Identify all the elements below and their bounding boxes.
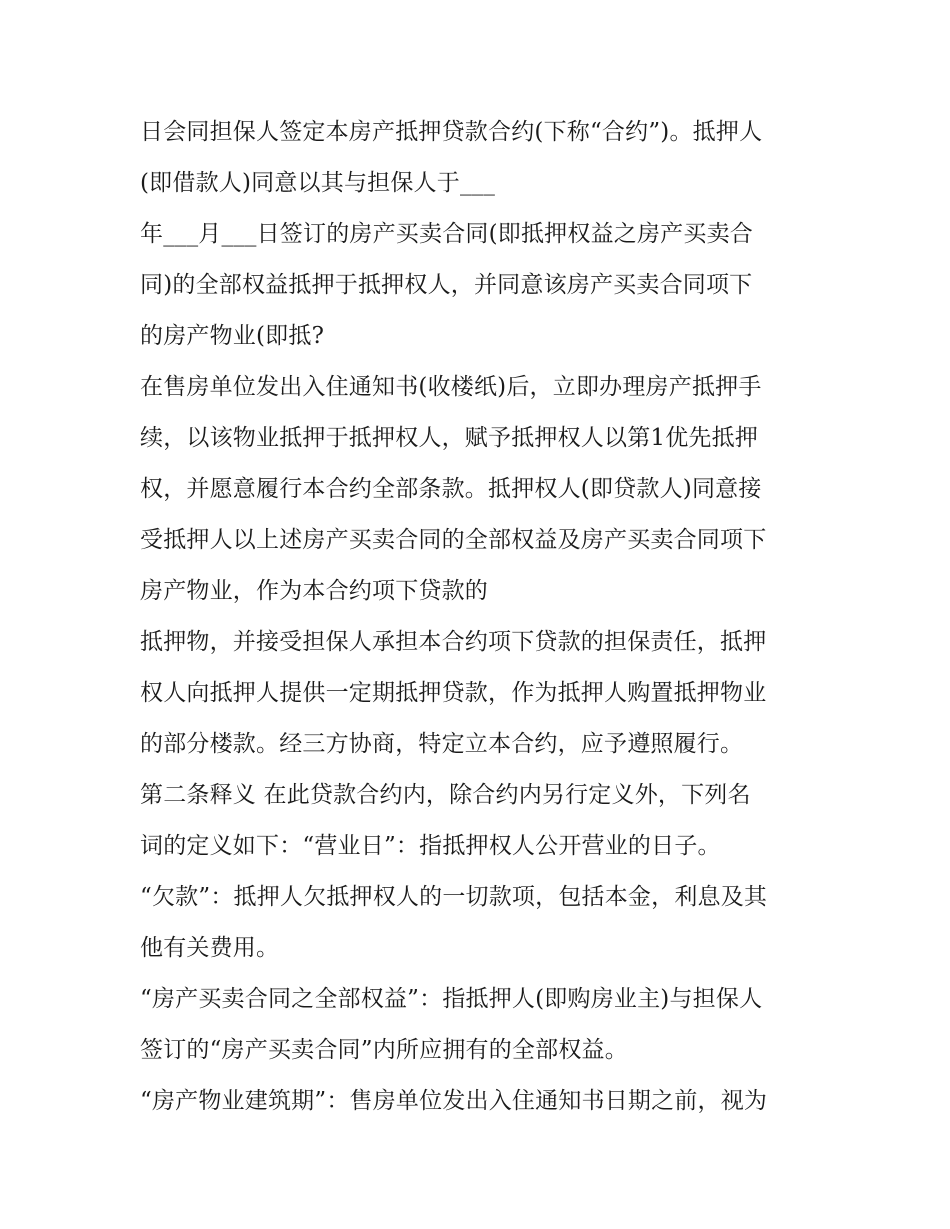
text-line: “欠款”：抵押人欠抵押权人的一切款项，包括本金，利息及其 [140,884,768,910]
text-line: 日会同担保人签定本房产抵押贷款合约(下称“合约”)。抵押人 [140,119,763,145]
text-line: 房产物业，作为本合约项下贷款的 [140,578,488,604]
text-line: 权，并愿意履行本合约全部条款。抵押权人(即贷款人)同意接 [140,476,762,502]
text-line: 他有关费用。 [140,935,280,961]
text-line: “房产买卖合同之全部权益”：指抵押人(即购房业主)与担保人 [140,986,763,1012]
text-line: 年___月___日签订的房产买卖合同(即抵押权益之房产买卖合 [140,221,753,247]
document-body [140,107,820,1127]
text-line: 受抵押人以上述房产买卖合同的全部权益及房产买卖合同项下 [140,527,767,553]
text-line: 词的定义如下：“营业日”：指抵押权人公开营业的日子。 [140,833,721,859]
text-line: 的部分楼款。经三方协商，特定立本合约，应予遵照履行。 [140,731,744,757]
text-line: 续，以该物业抵押于抵押权人，赋予抵押权人以第1优先抵押 [140,425,759,451]
text-line: 权人向抵押人提供一定期抵押贷款，作为抵押人购置抵押物业 [140,680,767,706]
text-line: 在售房单位发出入住通知书(收楼纸)后，立即办理房产抵押手 [140,374,762,400]
text-line: 同)的全部权益抵押于抵押权人，并同意该房产买卖合同项下 [140,272,753,298]
text-line: 第二条释义 在此贷款合约内，除合约内另行定义外，下列名 [140,782,751,808]
text-line: 签订的“房产买卖合同”内所应拥有的全部权益。 [140,1037,628,1063]
text-line: “房产物业建筑期”：售房单位发出入住通知书日期之前，视为 [140,1088,768,1114]
text-line: 的房产物业(即抵? [140,323,325,349]
text-line: (即借款人)同意以其与担保人于___ [140,170,496,196]
text-line: 抵押物，并接受担保人承担本合约项下贷款的担保责任，抵押 [140,629,767,655]
